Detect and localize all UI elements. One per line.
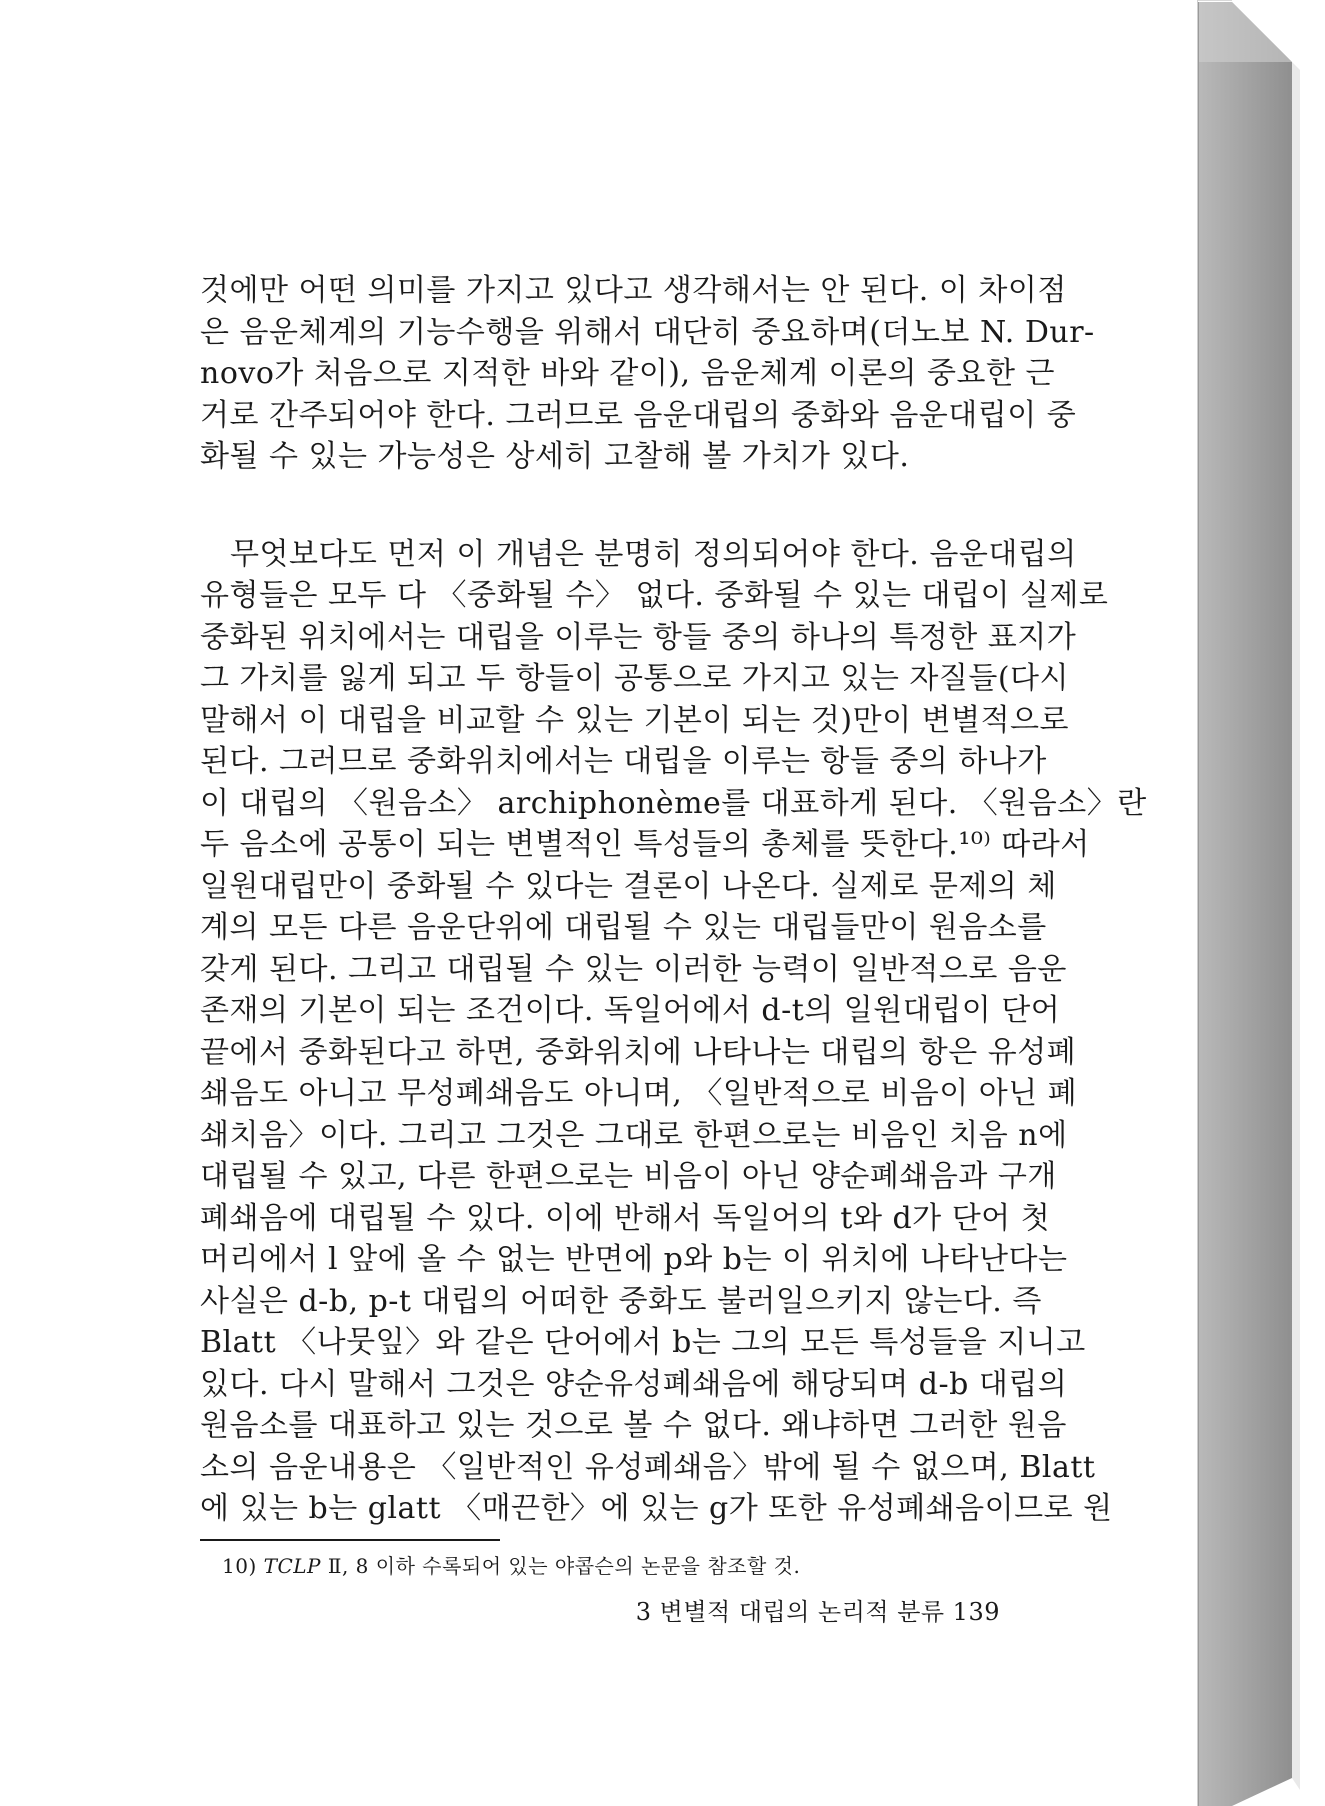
- paragraph-2: [200, 534, 1147, 1530]
- footnote: [222, 1550, 1042, 1579]
- text-line: 존재의 기본이 되는 조건이다. 독일어에서 d-t의 일원대립이 단어: [200, 993, 1061, 1028]
- text-line: 유형들은 모두 다 〈중화될 수〉 없다. 중화될 수 있는 대립이 실제로: [200, 578, 1109, 613]
- text-line: 것에만 어떤 의미를 가지고 있다고 생각해서는 안 된다. 이 차이점: [200, 273, 1067, 308]
- text-line: 있다. 다시 말해서 그것은 양순유성폐쇄음에 해당되며 d-b 대립의: [200, 1366, 1068, 1402]
- text-line: 말해서 이 대립을 비교할 수 있는 기본이 되는 것)만이 변별적으로: [200, 702, 1070, 738]
- text-line: 사실은 d-b, p-t 대립의 어떠한 중화도 불러일으키지 않는다. 즉: [200, 1283, 1042, 1319]
- text-line: 대립될 수 있고, 다른 한편으로는 비음이 아닌 양순폐쇄음과 구개: [200, 1159, 1057, 1194]
- footnote-number: 10): [222, 1554, 257, 1578]
- text-line: 원음소를 대표하고 있는 것으로 볼 수 없다. 왜냐하면 그러한 원음: [200, 1408, 1067, 1443]
- paragraph-gap: [200, 478, 1030, 534]
- text-line: 무엇보다도 먼저 이 개념은 분명히 정의되어야 한다. 음운대립의: [230, 536, 1077, 572]
- text-line: 에 있는 b는 glatt 〈매끈한〉에 있는 g가 또한 유성폐쇄음이므로 원: [200, 1491, 1113, 1526]
- text-line: 거로 간주되어야 한다. 그러므로 음운대립의 중화와 음운대립이 중: [200, 397, 1077, 433]
- text-line: 그 가치를 잃게 되고 두 항들이 공통으로 가지고 있는 자질들(다시: [200, 661, 1070, 696]
- text-line: 이 대립의 〈원음소〉 archiphonème를 대표하게 된다. 〈원음소〉란: [200, 785, 1147, 821]
- text-line: 화될 수 있는 가능성은 상세히 고찰해 볼 가치가 있다.: [200, 439, 910, 474]
- body-text: [200, 270, 1147, 1530]
- text-line: 계의 모든 다른 음운단위에 대립될 수 있는 대립들만이 원음소를: [200, 910, 1047, 945]
- footnote-source: TCLP: [263, 1554, 322, 1578]
- text-line: 갖게 된다. 그리고 대립될 수 있는 이러한 능력이 일반적으로 음운: [200, 951, 1067, 987]
- text-line: 일원대립만이 중화될 수 있다는 결론이 나온다. 실제로 문제의 체: [200, 868, 1057, 904]
- text-line: Blatt 〈나뭇잎〉와 같은 단어에서 b는 그의 모든 특성들을 지니고: [200, 1325, 1086, 1360]
- text-line: 소의 음운내용은 〈일반적인 유성폐쇄음〉밖에 될 수 없으며, Blatt: [200, 1449, 1096, 1485]
- text-line: 두 음소에 공통이 되는 변별적인 특성들의 총체를 뜻한다.¹⁰⁾ 따라서: [200, 827, 1090, 862]
- text-line: 머리에서 l 앞에 올 수 없는 반면에 p와 b는 이 위치에 나타난다는: [200, 1242, 1068, 1277]
- text-line: 쇄음도 아니고 무성폐쇄음도 아니며, 〈일반적으로 비음이 아닌 폐: [200, 1076, 1078, 1111]
- footnote-rule: [200, 1539, 500, 1541]
- footnote-text: Ⅱ, 8 이하 수록되어 있는 야콥슨의 논문을 참조할 것.: [321, 1554, 801, 1578]
- text-line: 된다. 그러므로 중화위치에서는 대립을 이루는 항들 중의 하나가: [200, 744, 1047, 779]
- text-line: 중화된 위치에서는 대립을 이루는 항들 중의 하나의 특정한 표지가: [200, 619, 1077, 655]
- text-line: 끝에서 중화된다고 하면, 중화위치에 나타나는 대립의 항은 유성폐: [200, 1034, 1077, 1070]
- running-footer: 3 변별적 대립의 논리적 분류 139: [635, 1598, 1000, 1626]
- paragraph-1: [200, 270, 1095, 478]
- text-line: 쇄치음〉이다. 그리고 그것은 그대로 한편으로는 비음인 치음 n에: [200, 1117, 1068, 1153]
- text-line: novo가 처음으로 지적한 바와 같이), 음운체계 이론의 중요한 근: [200, 356, 1055, 391]
- text-line: 은 음운체계의 기능수행을 위해서 대단히 중요하며(더노보 N. Dur-: [200, 314, 1095, 350]
- text-line: 폐쇄음에 대립될 수 있다. 이에 반해서 독일어의 t와 d가 단어 첫: [200, 1200, 1051, 1236]
